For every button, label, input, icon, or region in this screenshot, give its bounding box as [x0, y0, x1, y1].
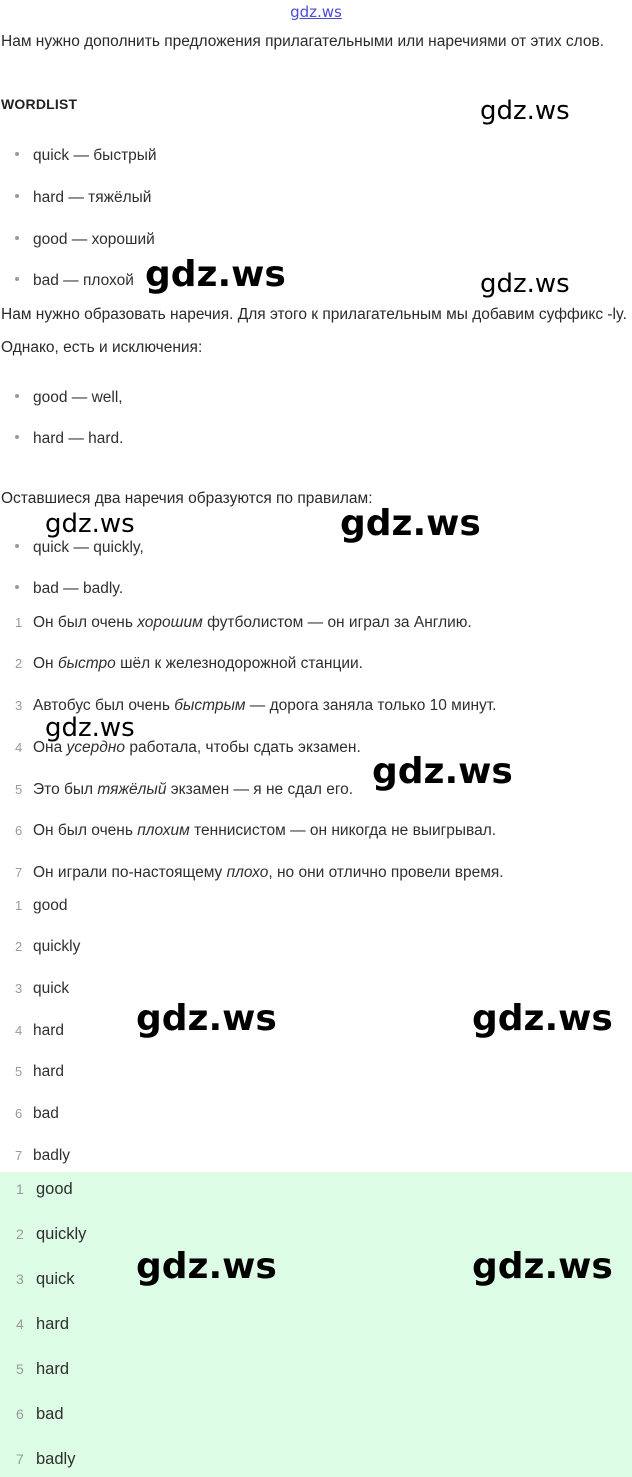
watermark: gdz.ws — [472, 1246, 613, 1287]
list-item: good — well, — [15, 389, 123, 407]
watermark: gdz.ws — [340, 503, 481, 544]
translation-item: 3 Автобус был очень быстрым — дорога заняла только 10 минут. — [15, 697, 497, 714]
list-item: quick — quickly, — [15, 539, 144, 557]
final-answer-item: 5 hard — [16, 1360, 70, 1378]
list-item: hard — тяжёлый — [15, 189, 151, 207]
watermark: gdz.ws — [480, 96, 570, 126]
bullet-icon — [15, 585, 19, 589]
watermark: gdz.ws — [472, 998, 613, 1039]
watermark: gdz.ws — [372, 751, 513, 792]
bullet-icon — [15, 236, 19, 240]
bullet-icon — [15, 544, 19, 548]
translation-item: 5 Это был тяжёлый экзамен — я не сдал его. — [15, 781, 354, 798]
final-answer-item: 3 quick — [16, 1270, 75, 1288]
watermark: gdz.ws — [136, 1246, 277, 1287]
final-answer-item: 6 bad — [16, 1405, 64, 1423]
final-answer-item: 2 quickly — [16, 1225, 87, 1243]
bullet-icon — [15, 394, 19, 398]
final-answer-item: 7 badly — [16, 1450, 76, 1468]
bullet-icon — [15, 277, 19, 281]
watermark: gdz.ws — [136, 998, 277, 1039]
adverbs-paragraph: Нам нужно образовать наречия. Для этого к прилагательным мы добавим суффикс -ly. Однако, есть и исключения: — [1, 306, 627, 356]
intro-paragraph: Нам нужно дополнить предложения прилагательными или наречиями от этих слов. — [1, 33, 605, 50]
bullet-icon — [15, 152, 19, 156]
answer-box — [0, 1172, 632, 1477]
final-answer-item: 4 hard — [16, 1315, 70, 1333]
answer-item: 2 quickly — [15, 938, 81, 955]
regular-paragraph: Оставшиеся два наречия образуются по правилам: — [1, 490, 373, 507]
bullet-icon — [15, 194, 19, 198]
answer-item: 6 bad — [15, 1105, 59, 1122]
translation-item: 4 Она усердно работала, чтобы сдать экзамен. — [15, 739, 361, 756]
translation-item: 1 Он был очень хорошим футболистом — он играл за Англию. — [15, 614, 472, 631]
list-item: hard — hard. — [15, 430, 123, 448]
site-link[interactable]: gdz.ws — [290, 3, 342, 21]
translation-item: 7 Он играли по-настоящему плохо, но они отлично провели время. — [15, 864, 504, 881]
answer-item: 4 hard — [15, 1022, 65, 1039]
list-item: good — хороший — [15, 231, 155, 249]
answer-item: 7 badly — [15, 1147, 71, 1164]
answer-item: 3 quick — [15, 980, 70, 997]
bullet-icon — [15, 435, 19, 439]
watermark: gdz.ws — [45, 713, 135, 743]
list-item: quick — быстрый — [15, 147, 157, 165]
answer-item: 1 good — [15, 897, 68, 914]
wordlist-heading: WORDLIST — [1, 96, 78, 112]
watermark: gdz.ws — [480, 269, 570, 299]
watermark: gdz.ws — [145, 254, 286, 295]
list-item: bad — badly. — [15, 580, 123, 598]
translation-item: 2 Он быстро шёл к железнодорожной станции. — [15, 655, 363, 672]
answer-item: 5 hard — [15, 1063, 65, 1080]
final-answer-item: 1 good — [16, 1180, 73, 1198]
list-item: bad — плохой — [15, 272, 134, 290]
translation-item: 6 Он был очень плохим теннисистом — он никогда не выигрывал. — [15, 822, 497, 839]
watermark: gdz.ws — [45, 509, 135, 539]
